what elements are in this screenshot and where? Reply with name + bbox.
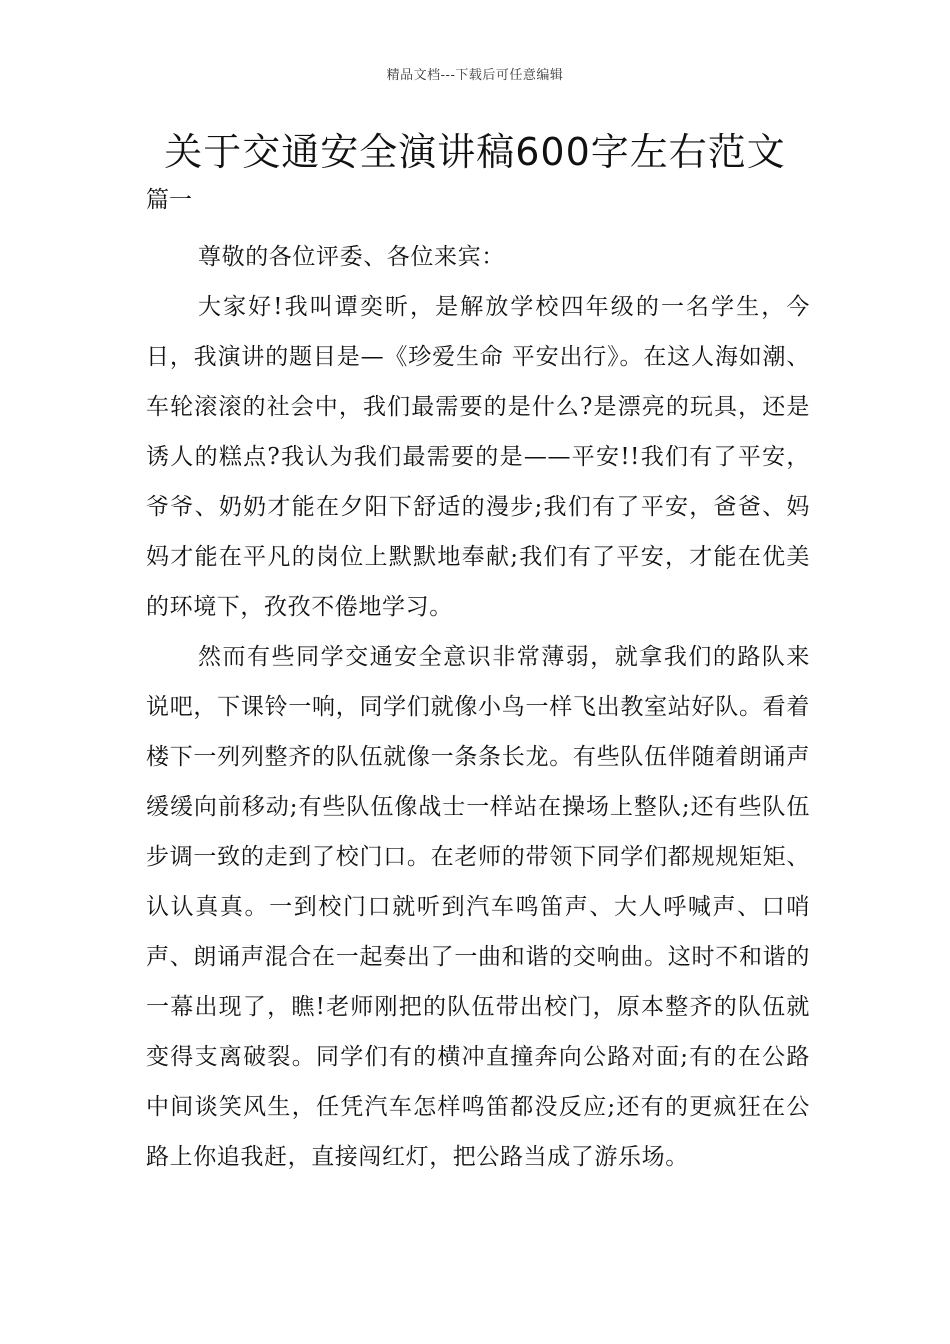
header-note: 精品文档---下载后可任意编辑 [386,68,564,83]
paragraph-introduction: 大家好!我叫谭奕昕，是解放学校四年级的一名学生，今日，我演讲的题目是—《珍爱生命 平安出行》。在这人海如潮、车轮滚滚的社会中，我们最需要的是什么?是漂亮的玩具，还是诱人的糕点?我认为我们最需要的是——平安!!我们有了平安，爷爷、奶奶才能在夕阳下舒适的漫步;我们有了平安，爸爸、妈妈才能在平凡的岗位上默默地奉献;我们有了平安，才能在优美的环境下，孜孜不倦地学习。 [146,294,810,620]
section-label: 篇一 [146,187,192,213]
paragraph-road-team: 然而有些同学交通安全意识非常薄弱，就拿我们的路队来说吧，下课铃一响，同学们就像小鸟一样飞出教室站好队。看着楼下一列列整齐的队伍就像一条条长龙。有些队伍伴随着朗诵声缓缓向前移动;有些队伍像战士一样站在操场上整队;还有些队伍步调一致的走到了校门口。在老师的带领下同学们都规规矩矩、认认真真。一到校门口就听到汽车鸣笛声、大人呼喊声、口哨声、朗诵声混合在一起奏出了一曲和谐的交响曲。这时不和谐的一幕出现了，瞧!老师刚把的队伍带出校门，原本整齐的队伍就变得支离破裂。同学们有的横冲直撞奔向公路对面;有的在公路中间谈笑风生，任凭汽车怎样鸣笛都没反应;还有的更疯狂在公路上你追我赶，直接闯红灯，把公路当成了游乐场。 [146,644,810,1170]
document-body [146,232,810,1182]
document-title: 关于交通安全演讲稿600字左右范文 [164,130,786,174]
paragraph-greeting: 尊敬的各位评委、各位来宾： [198,244,505,270]
